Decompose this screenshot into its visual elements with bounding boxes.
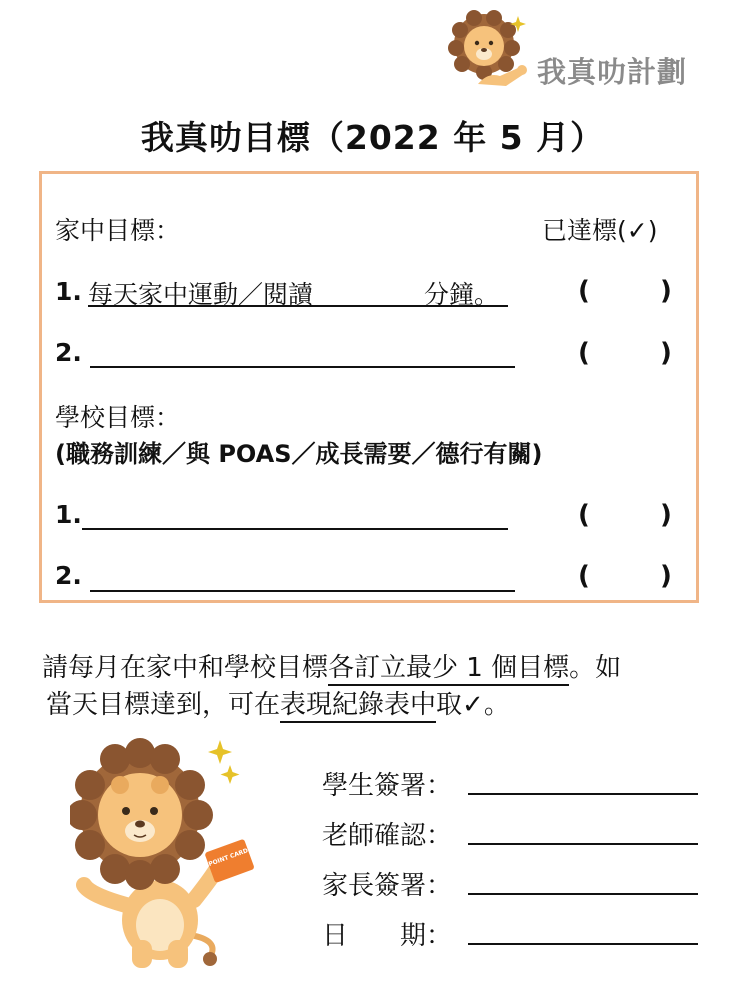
home-goals-heading: 家中目標： (55, 216, 181, 245)
home-goal-1-minutes: 分鐘。 (424, 280, 500, 309)
instruction-text: 取 (436, 690, 463, 720)
card-label: POINT CARD (207, 847, 250, 869)
instruction-line-1 (42, 647, 621, 684)
page-title: 我真叻目標（2022 年 5 月） (140, 118, 605, 157)
teacher-confirm-label: 老師確認： (322, 821, 453, 851)
home-goal-2-number: 2. (55, 338, 82, 367)
home-goal-2-check-close: ) (660, 338, 672, 368)
instruction-text: 。如 (569, 653, 622, 683)
home-goal-1-line[interactable] (88, 305, 508, 307)
home-goal-1-check-open: ( (578, 276, 590, 306)
school-goals-heading: 學校目標： (55, 403, 181, 432)
instruction-line-2 (46, 684, 510, 721)
school-goal-1-line[interactable] (82, 528, 508, 530)
school-goal-2-check-close: ) (660, 561, 672, 591)
date-label-a: 日 (322, 921, 349, 951)
lion-logo-icon (448, 10, 538, 90)
lion-illustration (70, 735, 260, 970)
home-goal-1-check-close: ) (660, 276, 672, 306)
parent-signature-field[interactable] (468, 893, 698, 895)
home-goal-1-number: 1. (55, 277, 82, 306)
school-goal-1-check-open: ( (578, 500, 590, 530)
instruction-text: 請每月在家中和學校目標 (42, 653, 329, 683)
student-signature-field[interactable] (468, 793, 698, 795)
check-mark-icon: ✓ (462, 690, 484, 720)
school-goals-note: (職務訓練／與 POAS／成長需要／德行有關) (55, 440, 543, 468)
instruction-emphasis: 各訂立最少 1 個目標 (328, 653, 569, 686)
instruction-emphasis: 表現紀錄表中 (280, 690, 436, 723)
student-signature-label: 學生簽署： (322, 771, 453, 801)
date-label (322, 915, 452, 952)
teacher-confirm-field[interactable] (468, 843, 698, 845)
home-goal-2-line[interactable] (90, 366, 515, 368)
date-field[interactable] (468, 943, 698, 945)
parent-signature-label: 家長簽署： (322, 871, 453, 901)
instruction-text: 。 (483, 690, 510, 720)
home-goal-2-check-open: ( (578, 338, 590, 368)
home-goal-1-text: 每天家中運動／閱讀 (88, 280, 314, 309)
school-goal-1-number: 1. (55, 500, 82, 529)
date-label-b: 期： (400, 921, 453, 951)
achieved-label: 已達標(✓) (542, 216, 658, 245)
school-goal-1-check-close: ) (660, 500, 672, 530)
school-goal-2-line[interactable] (90, 590, 515, 592)
school-goal-2-check-open: ( (578, 561, 590, 591)
instruction-text: 當天目標達到，可在 (46, 690, 281, 720)
brand-name: 我真叻計劃 (537, 55, 688, 89)
school-goal-2-number: 2. (55, 561, 82, 590)
